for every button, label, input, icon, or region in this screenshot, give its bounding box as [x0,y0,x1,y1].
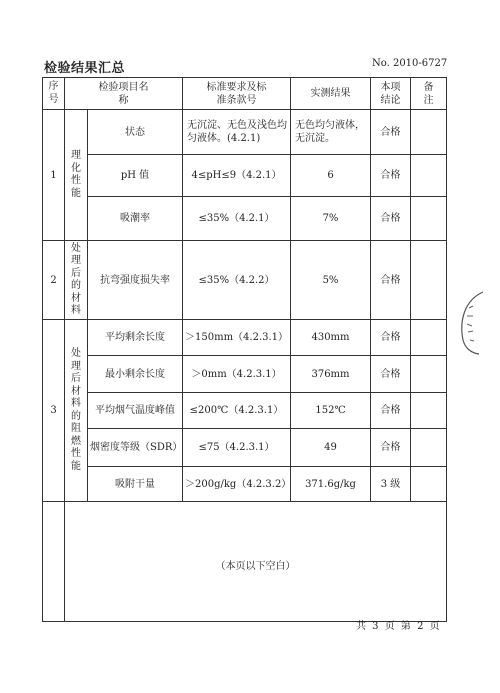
cell-item: 吸潮率 [88,197,183,241]
cell-verdict: 合格 [371,197,411,241]
group-category [65,241,88,320]
header-seq-text: 序号 [48,81,59,105]
group-category [65,320,88,502]
group-seq: 3 [43,320,65,502]
cell-item: 平均剩余长度 [88,320,183,356]
group-category-text: 理化性能 [71,150,81,199]
header-item [65,78,183,110]
table-row [43,320,447,356]
cell-verdict: 合格 [371,356,411,393]
header-item-text: 检验项目名称 [98,81,149,106]
group-seq: 1 [43,110,65,241]
cell-note [411,110,447,155]
cell-verdict: 3 级 [371,467,411,502]
cell-item: 平均烟气温度峰值 [88,393,183,429]
table-row [43,110,447,155]
cell-std: ≤35%（4.2.2） [183,241,291,320]
blank-cell [43,502,65,622]
page-title: 检验结果汇总 [44,61,126,76]
header-std [183,78,291,110]
table-row [43,241,447,320]
cell-std: ＞150mm（4.2.3.1） [183,320,291,356]
table-row [43,356,447,393]
group-category-text: 处理后的材料 [71,242,81,316]
header-verdict [371,78,411,110]
cell-verdict: 合格 [371,155,411,197]
table-row [43,429,447,467]
cell-result: 376mm [291,356,371,393]
blank-note-cell [65,502,447,622]
cell-verdict: 合格 [371,110,411,155]
cell-note [411,241,447,320]
cell-std: ＞200g/kg（4.2.3.2） [183,467,291,502]
cell-item: 最小剩余长度 [88,356,183,393]
page-count: 共 3 页 第 2 页 [356,621,440,632]
cell-item: 抗弯强度损失率 [88,241,183,320]
cell-verdict: 合格 [371,320,411,356]
cell-note [411,393,447,429]
cell-note [411,356,447,393]
header-note [411,78,447,110]
cell-std: 4≤pH≤9（4.2.1） [183,155,291,197]
cell-std: ≤75（4.2.3.1） [183,429,291,467]
blank-row [43,502,447,622]
report-number: No. 2010-6727 [372,58,448,69]
cell-verdict: 合格 [371,429,411,467]
group-category [65,110,88,241]
cell-result: 152℃ [291,393,371,429]
cell-note [411,429,447,467]
table-row [43,197,447,241]
cell-verdict: 合格 [371,393,411,429]
table-row [43,155,447,197]
header-row [43,78,447,110]
header-note-text: 备注 [423,81,434,106]
blank-note: （本页以下空白） [215,560,296,572]
cell-std: ≤200℃（4.2.3.1） [183,393,291,429]
cell-result: 430mm [291,320,371,356]
cell-item: 烟密度等级（SDR） [88,429,183,467]
cell-item: 状态 [88,110,183,155]
cell-note [411,467,447,502]
header-std-text: 标准要求及标准条款号 [206,81,267,106]
group-seq: 2 [43,241,65,320]
stamp-mark [457,290,487,356]
cell-result: 无色均匀液体，无沉淀。 [291,110,371,155]
header-verdict-text: 本项结论 [380,81,401,106]
cell-note [411,320,447,356]
cell-result: 5% [291,241,371,320]
header-seq [43,78,65,110]
cell-item: pH 值 [88,155,183,197]
cell-std: 无沉淀、无色及浅色均匀液体。(4.2.1) [183,110,291,155]
cell-result: 6 [291,155,371,197]
results-table [42,77,447,622]
table-row [43,393,447,429]
group-category-text: 处理后材料的阻燃性能 [71,348,81,472]
cell-note [411,155,447,197]
cell-std: ＞0mm（4.2.3.1） [183,356,291,393]
cell-verdict: 合格 [371,241,411,320]
cell-item: 吸附干量 [88,467,183,502]
cell-note [411,197,447,241]
header-result: 实测结果 [291,78,371,110]
cell-result: 371.6g/kg [291,467,371,502]
cell-result: 7% [291,197,371,241]
cell-result: 49 [291,429,371,467]
table-row [43,467,447,502]
cell-std: ≤35%（4.2.1） [183,197,291,241]
